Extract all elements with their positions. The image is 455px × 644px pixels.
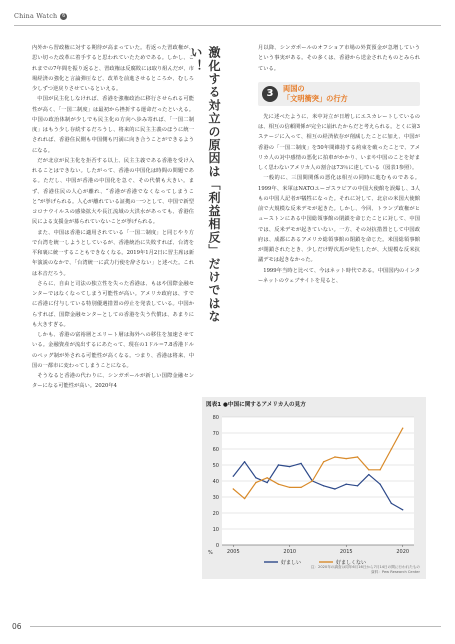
issue-badge: 6	[62, 12, 66, 19]
data-point	[233, 488, 234, 489]
data-point	[402, 428, 403, 429]
data-point	[266, 482, 267, 483]
section-title	[283, 84, 348, 103]
data-point	[357, 485, 358, 486]
data-point	[312, 480, 313, 481]
y-tick-label: 60	[212, 447, 219, 453]
y-axis-unit: %	[208, 550, 213, 556]
x-tick-label: 2020	[396, 549, 410, 555]
y-tick-label: 0	[215, 543, 219, 549]
data-point	[323, 461, 324, 462]
data-point	[278, 464, 279, 465]
paragraph: 1999年当時と比べて、今はネット時代である。中国国内のインターネットのウェブサイトを見ると、	[258, 267, 420, 284]
data-point	[289, 487, 290, 488]
data-point	[300, 487, 301, 488]
data-point	[278, 484, 279, 485]
figure-note: 注：2020年の調査は同年6月16日から7月14日の間に行われたもの	[310, 565, 420, 569]
legend-label: 好ましくない	[336, 560, 367, 566]
data-point	[233, 476, 234, 477]
right-column-bottom	[258, 112, 420, 286]
x-tick-label: 2010	[283, 549, 297, 555]
data-point	[391, 503, 392, 504]
header-rule	[14, 25, 441, 26]
right-column	[258, 43, 420, 286]
data-point	[255, 477, 256, 478]
page-number: 06	[12, 622, 22, 631]
running-header	[14, 12, 67, 20]
data-point	[357, 456, 358, 457]
y-tick-label: 10	[212, 527, 219, 533]
paragraph: 内外から習政権に対する期待が高まっていた。若返った習政権が、思い切った改革に着手すると思われていたためである。しかし、これまでの7年間を振り返ると、習政権は反腐敗には取り組んだが、市場経済の強化と言論弾圧など、改革を前進させるところか、むしろ少しずつ逆戻りさせているといえる。	[32, 45, 194, 92]
data-point	[289, 466, 290, 467]
paragraph: しかも、香港の富裕層とエリート層は海外への移住を加速させている。金融資産が流出するにあたって、現在の1ドル＝7.8香港ドルのペッグ制が外される可能性が高くなる。つまり、香港は将来、中国の一都市に変わってしまうことになる。	[32, 332, 194, 369]
data-point	[255, 482, 256, 483]
y-tick-label: 30	[212, 495, 219, 501]
x-tick-label: 2005	[226, 549, 240, 555]
data-point	[334, 456, 335, 457]
y-tick-label: 20	[212, 511, 219, 517]
figure-title: 図表1 ●中国に関するアメリカ人の見方	[206, 402, 306, 408]
data-point	[379, 469, 380, 470]
data-point	[379, 484, 380, 485]
paragraph: そうなると香港の代わりに、シンガポールが新しい国際金融センターになる可能性が高い。2020年4	[32, 373, 194, 390]
paragraph: さらに、自由と司法の独立性を失った香港は、もはや国際金融センターではなくなってしまう可能性が高い。アメリカ政府は、すでに香港に付与している特別優遇措置の停止を発表している。中国からすれば、国際金融センターとしての香港を失う代償は、あまりにも大きすぎる。	[32, 280, 194, 328]
data-point	[244, 461, 245, 462]
section-title-line2: 「文明衝突」の行方	[283, 93, 348, 103]
pull-quote: 激化する対立の原因は「利益相反」だけではない！	[189, 46, 221, 324]
data-point	[323, 485, 324, 486]
x-tick-label: 2015	[339, 549, 353, 555]
data-point	[391, 448, 392, 449]
y-tick-label: 40	[212, 479, 219, 485]
data-point	[346, 458, 347, 459]
left-column	[32, 43, 194, 392]
figure-notes	[311, 565, 420, 575]
section-title-line1: 両国の	[283, 84, 305, 94]
data-point	[402, 509, 403, 510]
paragraph: 中国が民主化しなければ、香港を強権政治に移行させられる可能性が高く、「一国二制度」は最初から挫折する運命だったといえる。中国の政治体制が少しでも民主化の方向へ歩み寄れば、「一国二制度」はもう少し存続するだろうし、将来的に民主主義のほうに統一されれば、香港住民側も中国側も円満に向き合うことができるようになる。	[32, 96, 194, 154]
paragraph: 一般的に、三国間関係の悪化は相互の同時に進むものである。1999年、米軍はNATOユーゴスラビアの中国大使館を誤爆し、3人もの中国人記者が犠牲になった。それに対して、北京の米国大使館前で大規模な反米デモが起きた。しかし、今回、トランプ政権がヒューストンにある中国総領事館の閉鎖を命じたことに対して、中国では、反米デモが起きていない。一方、その対抗措置として中国政府は、成都にあるアメリカ総領事館の閉鎖を命じた。米国総領事館が閉鎖されたとき、少しだけ野次馬が発生したが、大規模な反米抗議デモは起きなかった。	[258, 175, 420, 264]
header-title: China Watch	[14, 12, 58, 20]
data-point	[368, 469, 369, 470]
line-chart	[202, 397, 426, 579]
data-point	[346, 484, 347, 485]
legend-label: 好ましい	[281, 560, 302, 566]
paragraph: 月以降、シンガポールのオフショア市場の外貨預金が急増していうという事実がある。その多くは、香港から送金されたものとみられている。	[258, 45, 420, 72]
paragraph: だが北京が民主化を拒否する以上、民主主義である香港を受け入れることはできない。したがって、香港の中国化は時間の問題である。ただし、中国が香港の中国化を急ぐ、その代償も大きい。まず、香港住民の人心が離れ、“香港が香港でなくなってしまうこと”が挙げられる。人心が離れている証拠の一つとして、中国で新型コロナウイルスの感染拡大や長江流域の大洪水があっても、香港住民による支援金が募られていないことが挙げられる。	[32, 157, 194, 226]
paragraph: 先に述べたように、米中対立が日増しにエスカレートしているのは、相互の信頼関係が完全に崩れたからだと考えられる。とくに第3ステージに入って、相互の経済依存が削減したことに加え、中国が香港の「一国二制度」を50年間維持する約束を破ったことで、アメリカ人の対中感情の悪化に拍車がかかり、いまや中国のことを好ましく思わないアメリカ人の割合は73％に達している（図表1参照）。	[258, 113, 420, 171]
y-tick-label: 50	[212, 463, 219, 469]
section-number-badge: 3	[262, 86, 278, 102]
data-point	[266, 477, 267, 478]
section-heading	[258, 82, 420, 106]
data-point	[244, 498, 245, 499]
data-point	[300, 463, 301, 464]
y-tick-label: 70	[212, 431, 219, 437]
footer-rule	[30, 626, 441, 627]
figure-source: 資料：Pew Research Center	[371, 570, 420, 574]
figure-chart	[202, 397, 426, 579]
y-tick-label: 80	[212, 415, 219, 421]
data-point	[368, 474, 369, 475]
right-column-top	[258, 43, 420, 74]
paragraph: また、中国は香港に適用されている「一国二制度」と同じやり方で台湾を統一しようとしているが、香港統治に失敗すれば、台湾を平和裏に統一することもできなくなる。2019年1月2日に習主席は新年演説のなかで、「台湾統一に武力行使を辞さない」と述べた。これは本音だろう。	[32, 229, 194, 277]
data-point	[334, 488, 335, 489]
